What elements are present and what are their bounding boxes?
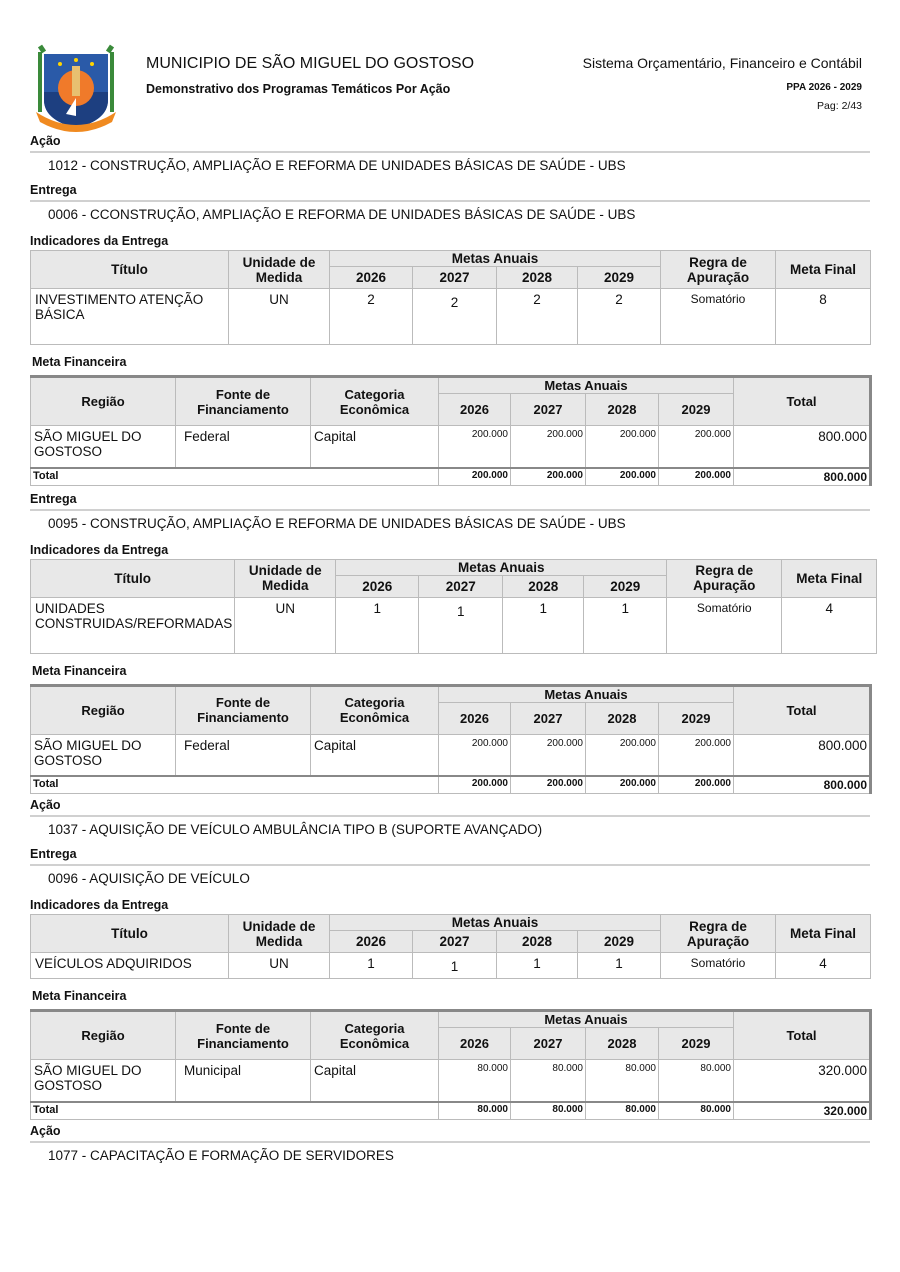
header-row — [31, 559, 877, 575]
cell-year-value: 1 — [497, 953, 578, 979]
col-year: 2029 — [578, 931, 661, 953]
col-total: Total — [734, 377, 871, 426]
acao-label: Ação — [30, 134, 870, 153]
entrega-title: 0006 - CCONSTRUÇÃO, AMPLIAÇÃO E REFORMA DE UNIDADES BÁSICAS DE SAÚDE - UBS — [48, 207, 636, 222]
meta-financeira-label: Meta Financeira — [32, 355, 127, 369]
col-meta-final: Meta Final — [776, 251, 871, 289]
cell-year-value: 2 — [330, 289, 413, 345]
cell-total: 800.000 — [734, 734, 871, 776]
cell-year-value: 2 — [497, 289, 578, 345]
col-year: 2028 — [503, 575, 584, 597]
cell-unidade: UN — [235, 597, 336, 653]
cell-regra: Somatório — [661, 953, 776, 979]
col-metas-anuais: Metas Anuais — [336, 559, 667, 575]
col-regra: Regra de Apuração — [661, 251, 776, 289]
meta-financeira-table — [30, 684, 872, 795]
entrega-title: 0096 - AQUISIÇÃO DE VEÍCULO — [48, 871, 250, 886]
cell-year-value: 200.000 — [439, 734, 511, 776]
cell-year-value: 200.000 — [439, 426, 511, 468]
indicadores-table — [30, 914, 871, 979]
total-year-value: 200.000 — [439, 776, 511, 794]
report-header — [0, 0, 900, 128]
cell-meta-final: 8 — [776, 289, 871, 345]
total-year-value: 200.000 — [511, 776, 586, 794]
indicadores-label: Indicadores da Entrega — [30, 898, 169, 912]
col-categoria: Categoria Econômica — [311, 1011, 439, 1060]
cell-meta-final: 4 — [776, 953, 871, 979]
indicadores-table — [30, 559, 877, 654]
grand-total: 800.000 — [734, 468, 871, 486]
acao-title: 1037 - AQUISIÇÃO DE VEÍCULO AMBULÂNCIA TIPO B (SUPORTE AVANÇADO) — [48, 822, 543, 837]
col-metas-anuais: Metas Anuais — [439, 1011, 734, 1028]
col-total: Total — [734, 1011, 871, 1060]
acao-label: Ação — [30, 798, 870, 817]
total-year-value: 200.000 — [586, 776, 659, 794]
report-body — [0, 134, 900, 1167]
col-titulo: Título — [31, 559, 235, 597]
col-year: 2029 — [659, 394, 734, 426]
total-year-value: 200.000 — [439, 468, 511, 486]
acao-title: 1012 - CONSTRUÇÃO, AMPLIAÇÃO E REFORMA DE UNIDADES BÁSICAS DE SAÚDE - UBS — [48, 158, 626, 173]
table-row — [31, 1060, 871, 1102]
col-meta-final: Meta Final — [776, 915, 871, 953]
col-regra: Regra de Apuração — [667, 559, 782, 597]
col-year: 2027 — [511, 702, 586, 734]
col-unidade: Unidade de Medida — [235, 559, 336, 597]
col-regiao: Região — [31, 685, 176, 734]
col-year: 2029 — [659, 702, 734, 734]
cell-year-value: 2 — [578, 289, 661, 345]
col-year: 2027 — [511, 394, 586, 426]
cell-year-value: 200.000 — [659, 734, 734, 776]
cell-total: 800.000 — [734, 426, 871, 468]
cell-year-value: 80.000 — [659, 1060, 734, 1102]
cell-categoria: Capital — [311, 1060, 439, 1102]
col-fonte: Fonte de Financiamento — [176, 377, 311, 426]
col-year: 2026 — [439, 702, 511, 734]
col-year: 2028 — [586, 702, 659, 734]
cell-year-value: 1 — [578, 953, 661, 979]
meta-financeira-table — [30, 1009, 872, 1120]
indicadores-label: Indicadores da Entrega — [30, 542, 169, 557]
col-regiao: Região — [31, 1011, 176, 1060]
total-row — [31, 1102, 871, 1120]
col-year: 2028 — [497, 931, 578, 953]
cell-year-value: 1 — [330, 953, 413, 979]
cell-year-value: 1 — [419, 597, 503, 653]
col-metas-anuais: Metas Anuais — [439, 685, 734, 702]
meta-financeira-table — [30, 375, 872, 486]
col-year: 2029 — [584, 575, 667, 597]
col-year: 2027 — [419, 575, 503, 597]
col-year: 2028 — [586, 394, 659, 426]
cell-fonte: Federal — [176, 734, 311, 776]
cell-fonte: Municipal — [176, 1060, 311, 1102]
col-meta-final: Meta Final — [782, 559, 877, 597]
cell-fonte: Federal — [176, 426, 311, 468]
meta-financeira-label: Meta Financeira — [32, 989, 127, 1003]
col-year: 2029 — [578, 267, 661, 289]
total-year-value: 200.000 — [659, 776, 734, 794]
header-row — [31, 1011, 871, 1028]
total-year-value: 80.000 — [439, 1102, 511, 1120]
col-year: 2028 — [586, 1028, 659, 1060]
entrega-label: Entrega — [30, 183, 870, 202]
col-metas-anuais: Metas Anuais — [439, 377, 734, 394]
cell-regiao: SÃO MIGUEL DO GOSTOSO — [31, 734, 176, 776]
col-categoria: Categoria Econômica — [311, 685, 439, 734]
cell-year-value: 200.000 — [586, 734, 659, 776]
col-total: Total — [734, 685, 871, 734]
cell-regiao: SÃO MIGUEL DO GOSTOSO — [31, 1060, 176, 1102]
table-row — [31, 734, 871, 776]
entrega-title: 0095 - CONSTRUÇÃO, AMPLIAÇÃO E REFORMA DE UNIDADES BÁSICAS DE SAÚDE - UBS — [48, 515, 626, 531]
col-fonte: Fonte de Financiamento — [176, 685, 311, 734]
cell-titulo: VEÍCULOS ADQUIRIDOS — [31, 953, 229, 979]
col-year: 2028 — [497, 267, 578, 289]
col-year: 2027 — [413, 931, 497, 953]
table-row — [31, 289, 871, 345]
ppa-period: PPA 2026 - 2029 — [786, 82, 862, 93]
cell-year-value: 200.000 — [586, 426, 659, 468]
cell-year-value: 2 — [413, 289, 497, 345]
meta-financeira-label: Meta Financeira — [32, 663, 127, 678]
cell-regiao: SÃO MIGUEL DO GOSTOSO — [31, 426, 176, 468]
col-titulo: Título — [31, 915, 229, 953]
system-name: Sistema Orçamentário, Financeiro e Contábil — [582, 55, 862, 71]
cell-year-value: 80.000 — [586, 1060, 659, 1102]
col-unidade: Unidade de Medida — [229, 251, 330, 289]
col-year: 2026 — [330, 267, 413, 289]
col-metas-anuais: Metas Anuais — [330, 251, 661, 267]
cell-year-value: 1 — [584, 597, 667, 653]
municipal-coat-of-arms-logo — [30, 42, 122, 134]
total-label: Total — [31, 776, 439, 794]
indicadores-label: Indicadores da Entrega — [30, 234, 169, 248]
cell-titulo: UNIDADES CONSTRUIDAS/REFORMADAS — [31, 597, 235, 653]
total-year-value: 80.000 — [511, 1102, 586, 1120]
cell-year-value: 1 — [336, 597, 419, 653]
cell-categoria: Capital — [311, 426, 439, 468]
table-row — [31, 426, 871, 468]
total-row — [31, 776, 871, 794]
col-titulo: Título — [31, 251, 229, 289]
cell-unidade: UN — [229, 289, 330, 345]
entrega-label: Entrega — [30, 492, 870, 511]
cell-unidade: UN — [229, 953, 330, 979]
table-row — [31, 597, 877, 653]
total-row — [31, 468, 871, 486]
cell-year-value: 80.000 — [439, 1060, 511, 1102]
cell-total: 320.000 — [734, 1060, 871, 1102]
acao-title: 1077 - CAPACITAÇÃO E FORMAÇÃO DE SERVIDORES — [48, 1147, 394, 1163]
col-regiao: Região — [31, 377, 176, 426]
cell-year-value: 200.000 — [511, 426, 586, 468]
cell-year-value: 200.000 — [511, 734, 586, 776]
col-year: 2026 — [330, 931, 413, 953]
total-label: Total — [31, 1102, 439, 1120]
total-year-value: 200.000 — [586, 468, 659, 486]
acao-label: Ação — [30, 1124, 870, 1143]
header-row — [31, 251, 871, 267]
cell-regra: Somatório — [661, 289, 776, 345]
cell-regra: Somatório — [667, 597, 782, 653]
grand-total: 320.000 — [734, 1102, 871, 1120]
total-year-value: 80.000 — [586, 1102, 659, 1120]
cell-year-value: 1 — [503, 597, 584, 653]
col-unidade: Unidade de Medida — [229, 915, 330, 953]
col-regra: Regra de Apuração — [661, 915, 776, 953]
total-label: Total — [31, 468, 439, 486]
report-title: Demonstrativo dos Programas Temáticos Por Ação — [146, 82, 451, 96]
entrega-label: Entrega — [30, 847, 870, 866]
col-fonte: Fonte de Financiamento — [176, 1011, 311, 1060]
grand-total: 800.000 — [734, 776, 871, 794]
header-row — [31, 915, 871, 931]
col-year: 2026 — [439, 1028, 511, 1060]
total-year-value: 80.000 — [659, 1102, 734, 1120]
cell-categoria: Capital — [311, 734, 439, 776]
col-year: 2027 — [413, 267, 497, 289]
header-row — [31, 685, 871, 702]
header-row — [31, 377, 871, 394]
municipality-name: MUNICIPIO DE SÃO MIGUEL DO GOSTOSO — [146, 55, 475, 72]
cell-year-value: 1 — [413, 953, 497, 979]
total-year-value: 200.000 — [511, 468, 586, 486]
col-year: 2026 — [439, 394, 511, 426]
col-categoria: Categoria Econômica — [311, 377, 439, 426]
col-year: 2026 — [336, 575, 419, 597]
total-year-value: 200.000 — [659, 468, 734, 486]
cell-titulo: INVESTIMENTO ATENÇÃO BÁSICA — [31, 289, 229, 345]
cell-year-value: 200.000 — [659, 426, 734, 468]
indicadores-table — [30, 250, 871, 345]
col-year: 2027 — [511, 1028, 586, 1060]
cell-year-value: 80.000 — [511, 1060, 586, 1102]
table-row — [31, 953, 871, 979]
cell-meta-final: 4 — [782, 597, 877, 653]
col-year: 2029 — [659, 1028, 734, 1060]
col-metas-anuais: Metas Anuais — [330, 915, 661, 931]
page-number: Pag: 2/43 — [817, 100, 862, 112]
